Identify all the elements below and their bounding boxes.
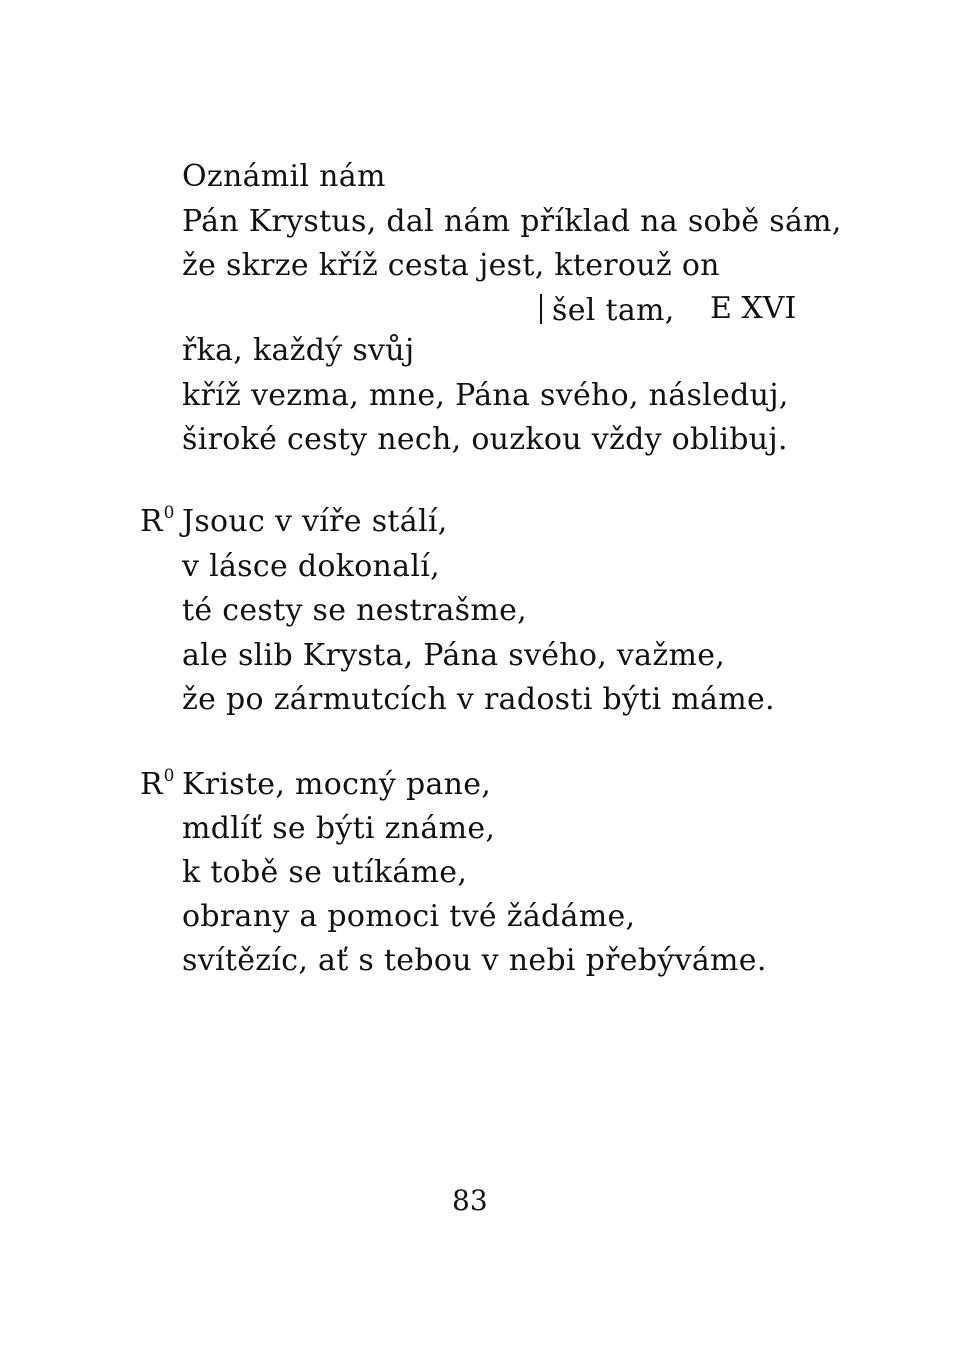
verse-line-text: šel tam, bbox=[552, 293, 675, 328]
verse-line-continuation bbox=[540, 294, 675, 326]
refrain-marker-sup: 0 bbox=[163, 503, 175, 523]
verse-line: Jsouc v víře stálí, bbox=[182, 504, 448, 539]
refrain-marker bbox=[140, 766, 175, 802]
verse-line: široké cesty nech, ouzkou vždy oblibuj. bbox=[182, 422, 788, 457]
refrain-marker bbox=[140, 503, 175, 539]
scripture-reference: E XVI bbox=[710, 291, 797, 326]
continuation-bar bbox=[540, 294, 542, 324]
verse-line: v lásce dokonalí, bbox=[182, 549, 440, 584]
verse-line: svítězíc, ať s tebou v nebi přebýváme. bbox=[182, 943, 767, 978]
refrain-marker-letter: R bbox=[140, 504, 163, 539]
refrain-marker-sup: 0 bbox=[163, 766, 175, 786]
refrain-marker-letter: R bbox=[140, 767, 163, 802]
verse-line: k tobě se utíkáme, bbox=[182, 855, 468, 890]
verse-line: té cesty se nestrašme, bbox=[182, 593, 528, 628]
verse-line: ale slib Krysta, Pána svého, važme, bbox=[182, 638, 726, 673]
verse-line: řka, každý svůj bbox=[182, 333, 415, 368]
verse-line: obrany a pomoci tvé žádáme, bbox=[182, 899, 636, 934]
verse-line: že skrze kříž cesta jest, kterouž on bbox=[182, 248, 720, 283]
verse-line: Oznámil nám bbox=[182, 159, 386, 194]
verse-line: že po zármutcích v radosti býti máme. bbox=[182, 682, 775, 717]
verse-line: Pán Krystus, dal nám příklad na sobě sám, bbox=[182, 204, 842, 239]
verse-line: kříž vezma, mne, Pána svého, následuj, bbox=[182, 378, 789, 413]
page-number: 83 bbox=[452, 1184, 488, 1217]
verse-line: mdlíť se býti známe, bbox=[182, 811, 496, 846]
verse-line: Kriste, mocný pane, bbox=[182, 767, 492, 802]
